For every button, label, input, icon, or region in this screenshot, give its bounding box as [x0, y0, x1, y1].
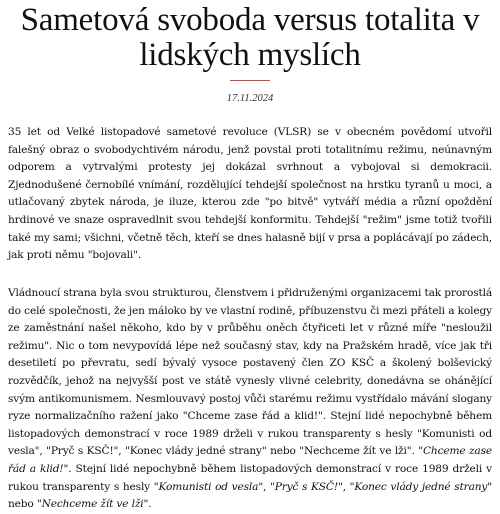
separator-2: ", " [337, 480, 355, 493]
paragraph-2-tail: . Stejní lidé nepochybně během listopadových demonstrací v roce 1989 drželi v rukou transparenty s hesly " [8, 462, 492, 493]
quote-slogan-4: Nechceme žít ve lži [41, 498, 144, 511]
publish-date: 17.11.2024 [226, 93, 274, 104]
paragraph-2 [8, 285, 492, 514]
article-title: Sametová svoboda versus totalita v lidských myslích [20, 2, 480, 73]
quote-order: "Chceme zase řád a klid!" [8, 445, 492, 475]
paragraph-1: 35 let od Velké listopadové sametové revoluce (VLSR) se v obecném povědomí utvořil falešný obraz o svobodychtivém národu, jenž povstal proti totalitnímu režimu, neúnavným odporem a vytrvalými protesty jej dokázal svrhnout a vybojoval si demokracii. Zjednodušené černobílé vnímání, rozdělující tehdejší společnost na hrstku tyranů u moci, a utlačovaný zbytek národa, je iluze, kterou zde "po bitvě" vytváří média a různí opoždění hrdinové ve snaze ospravedlnit svou tehdejší konformitu. Tehdejší "režim" jsme totiž tvořili také my sami; všichni, včetně těch, kteří se dnes halasně bijí v prsa a poplácávají po zádech, jak proti němu "bojovali". [8, 126, 492, 262]
paragraph-2-text: Vládnoucí strana byla svou strukturou, členstvem i přidruženými organizacemi tak prorostlá do celé společnosti, že jen máloko by ve vlastní rodině, příbuzenstvu či mezi přáteli a kolegy ze zaměstnání našel někoho, kdo by v průběhu oněch čtyřiceti let v různé míře "nesloužil režimu". Nic o tom nevypovídá lépe než současný stav, kdy na Pražském hradě, více jak tři desetiletí po převratu, sedí bývalý vysoce postavený člen ZO KSČ a školený bolševický rozvědčík, jehož na nejvyšší post ve státě vynesly vlivné celebrity, donedávna se ohánějící svým antikomunismem. Nesmlouvavý postoj vůči starému režimu vystřídalo mávání slogany ryze normalizačního ražení jako "Chceme zase řád a klid!". Stejní lidé nepochybně během listopadových demonstrací v roce 1989 drželi v rukou transparenty s hesly "Komunisti od vesla", "Pryč s KSČ!", "Konec vlády jedné strany" nebo "Nechceme žít ve lži". [8, 287, 492, 458]
quote-slogan-2: Pryč s KSČ! [274, 480, 338, 493]
paragraph-2-end: ". [143, 498, 152, 511]
separator-3: " nebo " [8, 480, 493, 511]
title-divider [230, 80, 270, 81]
separator-1: ", " [258, 480, 275, 493]
quote-slogan-3: Konec vlády jedné strany [354, 480, 488, 493]
quote-slogan-1: Komunisti od vesla [158, 480, 259, 493]
